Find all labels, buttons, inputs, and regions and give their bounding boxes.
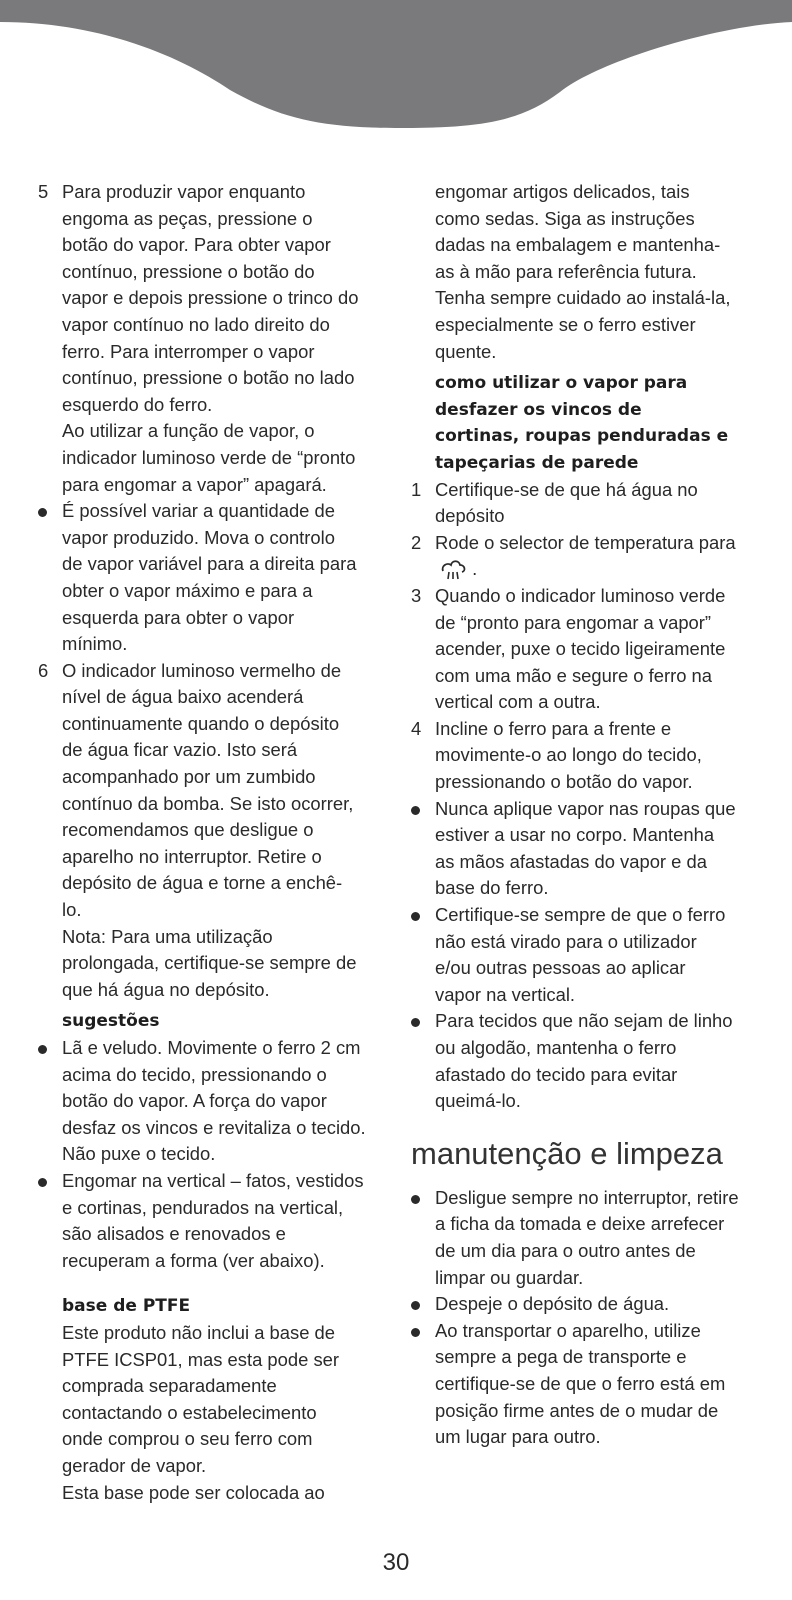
text-line: esquerda para obter o vapor [62,606,295,628]
step-text [435,477,761,530]
header-wave-band [0,0,792,135]
text-line: Ao utilizar a função de vapor, o [62,420,315,442]
bullet-icon [411,1195,420,1204]
heading-steam-curtains [411,370,761,476]
text-line: de vapor variável para a direita para [62,553,357,575]
text-line: onde comprou o seu ferro com [62,1428,313,1450]
text-line: Incline o ferro para a frente e [435,717,672,739]
bullet-icon [411,912,420,921]
step-2-tail: . [472,558,478,580]
text-line: engomar artigos delicados, tais [435,181,690,202]
bullet-text [435,1008,761,1114]
text-line: são alisados e renovados e [62,1223,286,1245]
text-line: afastado do tecido para evitar [435,1063,678,1085]
text-line: desfaz os vincos e revitaliza o tecido. [62,1116,366,1138]
text-line: botão do vapor. A força do vapor [62,1090,327,1112]
text-line: estiver a usar no corpo. Mantenha [435,824,715,846]
ptfe-continuation [411,179,761,365]
text-line: como utilizar o vapor para [435,373,688,394]
left-column [38,179,390,1506]
step-6-note [38,924,390,1004]
step-5-text [62,179,390,418]
text-line: de “pronto para engomar a vapor” [435,611,712,633]
section-title-maintenance: manutenção e limpeza [411,1135,723,1171]
text-line: contínuo, pressione o botão do [62,260,315,282]
bullet-icon [411,1328,420,1337]
text-line: acompanhado por um zumbido [62,766,316,788]
heading-ptfe: base de PTFE [62,1296,191,1317]
text-line: com uma mão e segure o ferro na [435,664,713,686]
text-line: contínuo, pressione o botão no lado [62,367,355,389]
bullet-icon [411,1018,420,1027]
text-line: Despeje o depósito de água. [435,1293,670,1315]
page-number: 30 [382,1549,410,1576]
step-number: 6 [38,659,49,681]
step-text [435,583,761,716]
text-line: contactando o estabelecimento [62,1401,317,1423]
text-line: de água ficar vazio. Isto será [62,739,298,761]
text-line: Não puxe o tecido. [62,1143,216,1165]
right-column [411,179,761,1451]
text-line: um lugar para outro. [435,1426,601,1448]
step-5-note [38,418,390,498]
text-line: pressionando o botão do vapor. [435,771,693,793]
text-line: Tenha sempre cuidado ao instalá-la, [435,287,731,309]
text-line: Este produto não inclui a base de [62,1321,335,1343]
bullet-text [62,1035,390,1168]
step-number: 3 [411,584,422,606]
text-line: que há água no depósito. [62,978,270,1000]
text-line: Esta base pode ser colocada ao [62,1481,325,1503]
bullet-text [62,1168,390,1274]
text-line: e cortinas, pendurados na vertical, [62,1196,344,1218]
text-line: posição firme antes de o mudar de [435,1399,719,1421]
steam-step-4 [411,716,761,796]
text-line: contínuo da bomba. Se isto ocorrer, [62,792,354,814]
text-line: gerador de vapor. [62,1454,207,1476]
text-line: as à mão para referência futura. [435,260,697,282]
text-line: sempre a pega de transporte e [435,1346,687,1368]
text-line: É possível variar a quantidade de [62,500,335,522]
bullet-text [435,902,761,1008]
text-line: como sedas. Siga as instruções [435,207,695,229]
bullet-iron-direction [411,902,761,1008]
text-line: O indicador luminoso vermelho de [62,659,342,681]
text-line: Desligue sempre no interruptor, retire [435,1186,739,1208]
text-line: recomendamos que desligue o [62,819,314,841]
heading-sugestoes: sugestões [62,1011,160,1032]
text-line: vapor produzido. Mova o controlo [62,526,335,548]
text-line: Certifique-se sempre de que o ferro [435,904,726,926]
text-line: desfazer os vincos de [435,399,642,420]
ptfe-text [38,1320,390,1506]
text-line: engoma as peças, pressione o [62,207,313,229]
text-line: depósito [435,505,505,527]
bullet-other-fabrics [411,1008,761,1114]
text-line: Engomar na vertical – fatos, vestidos [62,1169,364,1191]
text-line: Rode o selector de temperatura para [435,531,736,553]
text-line: comprada separadamente [62,1375,277,1397]
text-line: Nota: Para uma utilização [62,925,273,947]
text-line: vapor na vertical. [435,983,576,1005]
steam-step-3 [411,583,761,716]
text-line: PTFE ICSP01, mas esta pode ser [62,1348,339,1370]
bullet-icon [411,806,420,815]
text-line: Quando o indicador luminoso verde [435,584,726,606]
text-line: acender, puxe o tecido ligeiramente [435,638,726,660]
text-line: prolongada, certifique-se sempre de [62,952,357,974]
bullet-no-steam-on-body [411,796,761,902]
step-text [435,530,761,557]
bullet-unplug [411,1185,761,1291]
text-line: vapor contínuo no lado direito do [62,313,330,335]
bullet-text [435,1318,761,1451]
text-line: aparelho no interruptor. Retire o [62,845,322,867]
step-text [435,716,761,796]
step-6-text [62,658,390,924]
text-line: especialmente se o ferro estiver [435,313,696,335]
step-6 [38,658,390,924]
text-line: ou algodão, mantenha o ferro [435,1037,677,1058]
text-line: Lã e veludo. Movimente o ferro 2 cm [62,1037,361,1058]
step-number: 4 [411,717,422,739]
text-line: base do ferro. [435,877,549,899]
text-line: botão do vapor. Para obter vapor [62,234,331,256]
text-line: para engomar a vapor” apagará. [62,473,327,495]
text-line: e/ou outras pessoas ao aplicar [435,957,686,979]
text-line: as mãos afastadas do vapor e da [435,850,707,872]
bullet-icon [38,1045,47,1054]
bullet-text [435,1185,761,1291]
step-number: 1 [411,478,422,500]
bullet-text [435,796,761,902]
text-line: Para tecidos que não sejam de linho [435,1010,733,1032]
text-line: dadas na embalagem e mantenha- [435,234,721,256]
text-line: obter o vapor máximo e para a [62,579,313,601]
text-line: de um dia para o outro antes de [435,1239,696,1261]
text-line: tapeçarias de parede [435,452,639,473]
step-5 [38,179,390,418]
bullet-text [435,1291,761,1318]
steam-setting-icon [439,557,467,581]
text-line: vapor e depois pressione o trinco do [62,287,359,309]
text-line: mínimo. [62,633,128,655]
text-line: não está virado para o utilizador [435,930,697,952]
text-line: Certifique-se de que há água no [435,478,698,500]
bullet-vertical-ironing [38,1168,390,1274]
text-line: limpar ou guardar. [435,1266,584,1288]
text-line: vertical com a outra. [435,691,601,713]
step-number: 5 [38,181,49,202]
step-number: 2 [411,531,422,553]
text-line: acima do tecido, pressionando o [62,1063,327,1085]
bullet-carry [411,1318,761,1451]
text-line: ferro. Para interromper o vapor [62,340,315,362]
text-line: nível de água baixo acenderá [62,686,304,708]
text-line: esquerdo do ferro. [62,393,213,415]
bullet-wool-velvet [38,1035,390,1168]
text-line: quente. [435,340,497,362]
text-line: queimá-lo. [435,1090,521,1112]
bullet-icon [38,508,47,517]
text-line: Ao transportar o aparelho, utilize [435,1319,701,1341]
text-line: recuperam a forma (ver abaixo). [62,1249,325,1271]
steam-step-1 [411,477,761,530]
text-line: cortinas, roupas penduradas e [435,426,729,447]
text-line: lo. [62,899,82,921]
text-line: certifique-se de que o ferro está em [435,1372,726,1394]
text-line: movimente-o ao longo do tecido, [435,744,702,766]
text-line: Para produzir vapor enquanto [62,181,306,202]
steam-step-2 [411,530,761,583]
text-line: continuamente quando o depósito [62,712,340,734]
bullet-icon [38,1178,47,1187]
text-line: Nunca aplique vapor nas roupas que [435,797,736,819]
bullet-icon [411,1301,420,1310]
text-line: depósito de água e torne a enchê- [62,872,343,894]
text-line: a ficha da tomada e deixe arrefecer [435,1213,725,1235]
bullet-text [62,498,390,658]
bullet-steam-amount [38,498,390,658]
bullet-empty-tank [411,1291,761,1318]
text-line: indicador luminoso verde de “pronto [62,446,356,468]
